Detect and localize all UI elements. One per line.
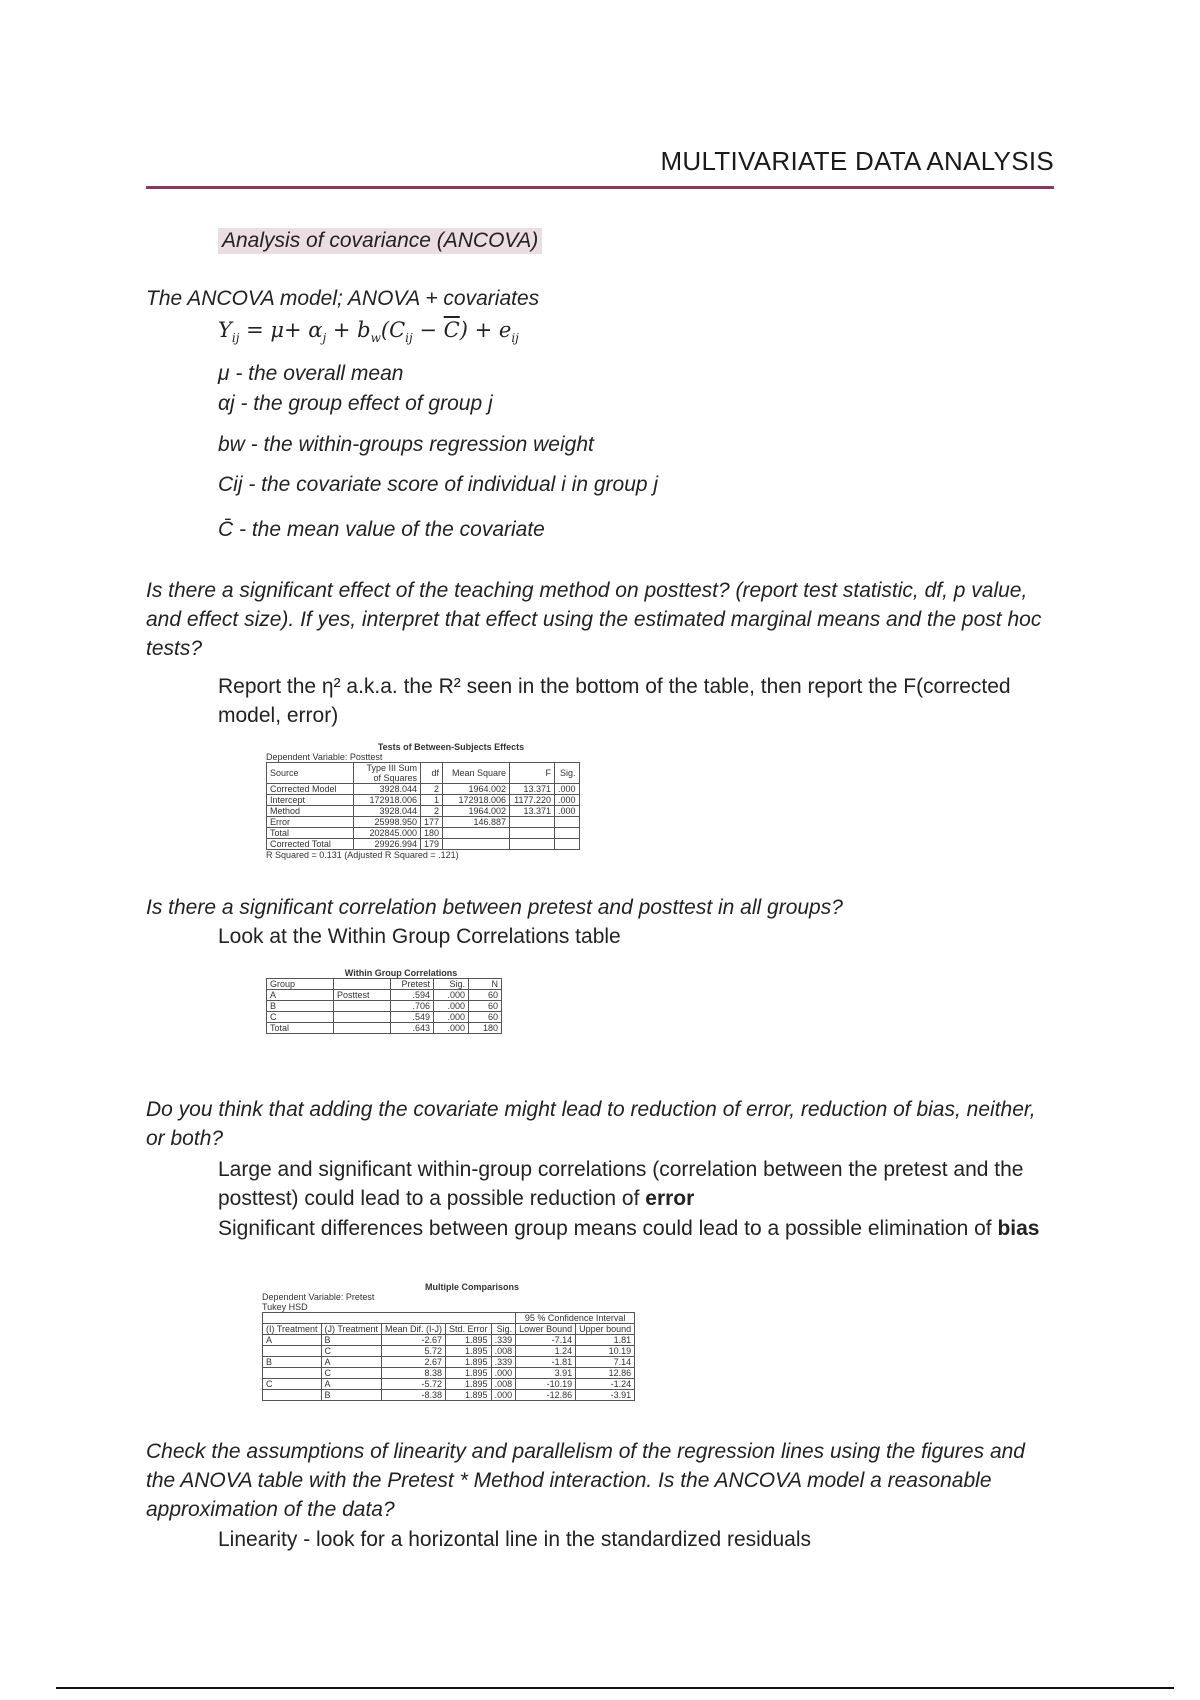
header-divider: [146, 186, 1054, 189]
table-cell: C: [263, 1379, 322, 1390]
table-header: Sig.: [434, 979, 469, 990]
answer-3a: [218, 1155, 1068, 1213]
table-title: Multiple Comparisons: [424, 1282, 519, 1292]
table-cell: 3928.044: [354, 784, 421, 795]
table-cell: [334, 1023, 391, 1034]
within-group-table: [266, 968, 536, 1034]
table-cell: .000: [491, 1390, 516, 1401]
table-cell: 180: [421, 828, 443, 839]
table-cell: [443, 839, 510, 850]
table-cell: .643: [391, 1023, 434, 1034]
table-cell: .000: [555, 795, 580, 806]
table-cell: 60: [469, 1012, 502, 1023]
table-cell: C: [321, 1346, 382, 1357]
dependent-variable: Dependent Variable: Posttest: [266, 752, 383, 762]
page-header-title: MULTIVARIATE DATA ANALYSIS: [660, 146, 1054, 176]
table-cell: Method: [267, 806, 354, 817]
model-intro: The ANCOVA model; ANOVA + covariates: [146, 287, 540, 310]
table-footnote: R Squared = 0.131 (Adjusted R Squared = .121): [266, 850, 459, 860]
comparisons-table: [262, 1312, 635, 1401]
table-cell: [263, 1346, 322, 1357]
table-cell: .000: [555, 784, 580, 795]
table-cell: Error: [267, 817, 354, 828]
table-cell: 25998.950: [354, 817, 421, 828]
table-cell: .594: [391, 990, 434, 1001]
between-subjects-table: [266, 742, 636, 860]
table-header: (J) Treatment: [321, 1324, 382, 1335]
table-cell: 1.24: [516, 1346, 576, 1357]
table-header: N: [469, 979, 502, 990]
table-cell: A: [267, 990, 334, 1001]
table-cell: -7.14: [516, 1335, 576, 1346]
table-cell: .339: [491, 1335, 516, 1346]
table-cell: 1.81: [576, 1335, 635, 1346]
table-cell: .549: [391, 1012, 434, 1023]
table-cell: .000: [555, 806, 580, 817]
table-cell: .339: [491, 1357, 516, 1368]
multiple-comparisons-table: [262, 1282, 682, 1401]
answer-3a-bold: error: [645, 1187, 695, 1210]
table-cell: 29926.994: [354, 839, 421, 850]
table-cell: .000: [434, 1001, 469, 1012]
table-header: Mean Dif. (I-J): [382, 1324, 446, 1335]
answer-3b-text: Significant differences between group means could lead to a possible elimination of: [218, 1217, 992, 1240]
table-cell: 7.14: [576, 1357, 635, 1368]
table-cell: Total: [267, 1023, 334, 1034]
table-cell: 13.371: [510, 806, 555, 817]
answer-4: Linearity - look for a horizontal line in the standardized residuals: [218, 1528, 811, 1551]
table-cell: -12.86: [516, 1390, 576, 1401]
table-cell: 60: [469, 1001, 502, 1012]
table-title: Within Group Correlations: [344, 968, 458, 978]
table-cell: [555, 839, 580, 850]
table-title: Tests of Between-Subjects Effects: [377, 742, 525, 752]
section-title: Analysis of covariance (ANCOVA): [218, 228, 542, 254]
table-cell: .000: [434, 1012, 469, 1023]
correlations-table: [266, 978, 502, 1034]
table-cell: 172918.006: [443, 795, 510, 806]
table-cell: 172918.006: [354, 795, 421, 806]
table-cell: 146.887: [443, 817, 510, 828]
table-cell: 1.895: [446, 1346, 492, 1357]
table-header: Lower Bound: [516, 1324, 576, 1335]
table-cell: B: [321, 1390, 382, 1401]
table-cell: Corrected Model: [267, 784, 354, 795]
table-cell: -8.38: [382, 1390, 446, 1401]
table-cell: 1.895: [446, 1390, 492, 1401]
table-cell: A: [263, 1335, 322, 1346]
table-cell: 3.91: [516, 1368, 576, 1379]
table-cell: 10.19: [576, 1346, 635, 1357]
table-cell: 1.895: [446, 1335, 492, 1346]
table-cell: [510, 817, 555, 828]
effects-table: [266, 762, 580, 850]
def-alpha: αj - the group effect of group j: [218, 392, 493, 415]
table-cell: [510, 828, 555, 839]
table-cell: 1.895: [446, 1357, 492, 1368]
table-cell: [334, 1012, 391, 1023]
table-cell: 3928.044: [354, 806, 421, 817]
table-cell: 12.86: [576, 1368, 635, 1379]
answer-3b-bold: bias: [997, 1217, 1040, 1240]
table-cell: 2.67: [382, 1357, 446, 1368]
table-header: Source: [267, 763, 354, 784]
table-cell: Intercept: [267, 795, 354, 806]
table-cell: Corrected Total: [267, 839, 354, 850]
table-cell: -1.81: [516, 1357, 576, 1368]
table-cell: B: [267, 1001, 334, 1012]
def-bw: bw - the within-groups regression weight: [218, 433, 594, 456]
table-cell: A: [321, 1357, 382, 1368]
table-header: Std. Error: [446, 1324, 492, 1335]
table-cell: -1.24: [576, 1379, 635, 1390]
def-mu: μ - the overall mean: [218, 362, 404, 385]
table-cell: A: [321, 1379, 382, 1390]
table-cell: .000: [434, 990, 469, 1001]
question-4: Check the assumptions of linearity and parallelism of the regression lines using the figures and the ANOVA table with the Pretest * Method interaction. Is the ANCOVA model a reasonable approximation of the data?: [146, 1440, 1025, 1521]
ci-header: 95 % Confidence Interval: [516, 1313, 635, 1324]
table-cell: 8.38: [382, 1368, 446, 1379]
table-cell: [443, 828, 510, 839]
table-cell: C: [267, 1012, 334, 1023]
table-cell: .000: [491, 1368, 516, 1379]
def-cij: Cij - the covariate score of individual i in group j: [218, 473, 659, 496]
table-cell: .008: [491, 1346, 516, 1357]
table-header: Sig.: [555, 763, 580, 784]
table-cell: 5.72: [382, 1346, 446, 1357]
table-cell: 1.895: [446, 1368, 492, 1379]
table-cell: B: [321, 1335, 382, 1346]
table-header: Group: [267, 979, 334, 990]
table-cell: 180: [469, 1023, 502, 1034]
table-cell: [510, 839, 555, 850]
test-method: Tukey HSD: [262, 1302, 308, 1312]
table-cell: -3.91: [576, 1390, 635, 1401]
table-cell: [263, 1368, 322, 1379]
table-header: Type III Sum of Squares: [354, 763, 421, 784]
table-header: (I) Treatment: [263, 1324, 322, 1335]
table-cell: 1: [421, 795, 443, 806]
table-cell: [555, 828, 580, 839]
table-cell: -5.72: [382, 1379, 446, 1390]
table-header: Sig.: [491, 1324, 516, 1335]
table-cell: .000: [434, 1023, 469, 1034]
ancova-formula: $Y_{ij} = \mu+ \alpha_j + b_w(C_{ij} - \overline{C}) + e_{ij}$: [218, 318, 519, 346]
table-cell: 1964.002: [443, 806, 510, 817]
question-2: Is there a significant correlation between pretest and posttest in all groups?: [146, 896, 843, 919]
table-cell: C: [321, 1368, 382, 1379]
table-header: Upper bound: [576, 1324, 635, 1335]
table-header: [334, 979, 391, 990]
question-3: Do you think that adding the covariate might lead to reduction of error, reduction of bias, neither, or both?: [146, 1098, 1036, 1150]
def-cbar: C̄ - the mean value of the covariate: [218, 518, 545, 541]
table-cell: 1964.002: [443, 784, 510, 795]
answer-3a-text: Large and significant within-group correlations (correlation between the pretest and the posttest) could lead to a possible reduction of: [218, 1158, 1024, 1210]
answer-3b: [218, 1214, 1068, 1243]
table-cell: Posttest: [334, 990, 391, 1001]
table-cell: 13.371: [510, 784, 555, 795]
table-cell: 202845.000: [354, 828, 421, 839]
dependent-variable: Dependent Variable: Pretest: [262, 1292, 375, 1302]
table-cell: 1.895: [446, 1379, 492, 1390]
table-cell: 1177.220: [510, 795, 555, 806]
table-cell: .008: [491, 1379, 516, 1390]
answer-1: Report the η² a.k.a. the R² seen in the bottom of the table, then report the F(corrected model, error): [218, 675, 1011, 727]
table-cell: B: [263, 1357, 322, 1368]
table-cell: 2: [421, 784, 443, 795]
table-cell: 2: [421, 806, 443, 817]
question-1: Is there a significant effect of the teaching method on posttest? (report test statistic, df, p value, and effect size). If yes, interpret that effect using the estimated marginal means and the post hoc tests?: [146, 579, 1042, 660]
table-cell: .706: [391, 1001, 434, 1012]
table-cell: 60: [469, 990, 502, 1001]
table-cell: [334, 1001, 391, 1012]
table-cell: -2.67: [382, 1335, 446, 1346]
table-header: Mean Square: [443, 763, 510, 784]
footer-divider: [56, 1687, 1174, 1689]
table-header: df: [421, 763, 443, 784]
table-cell: 179: [421, 839, 443, 850]
table-header: F: [510, 763, 555, 784]
table-cell: Total: [267, 828, 354, 839]
table-cell: 177: [421, 817, 443, 828]
table-cell: -10.19: [516, 1379, 576, 1390]
table-cell: [263, 1390, 322, 1401]
table-cell: [555, 817, 580, 828]
answer-2: Look at the Within Group Correlations table: [218, 925, 621, 948]
table-header: Pretest: [391, 979, 434, 990]
